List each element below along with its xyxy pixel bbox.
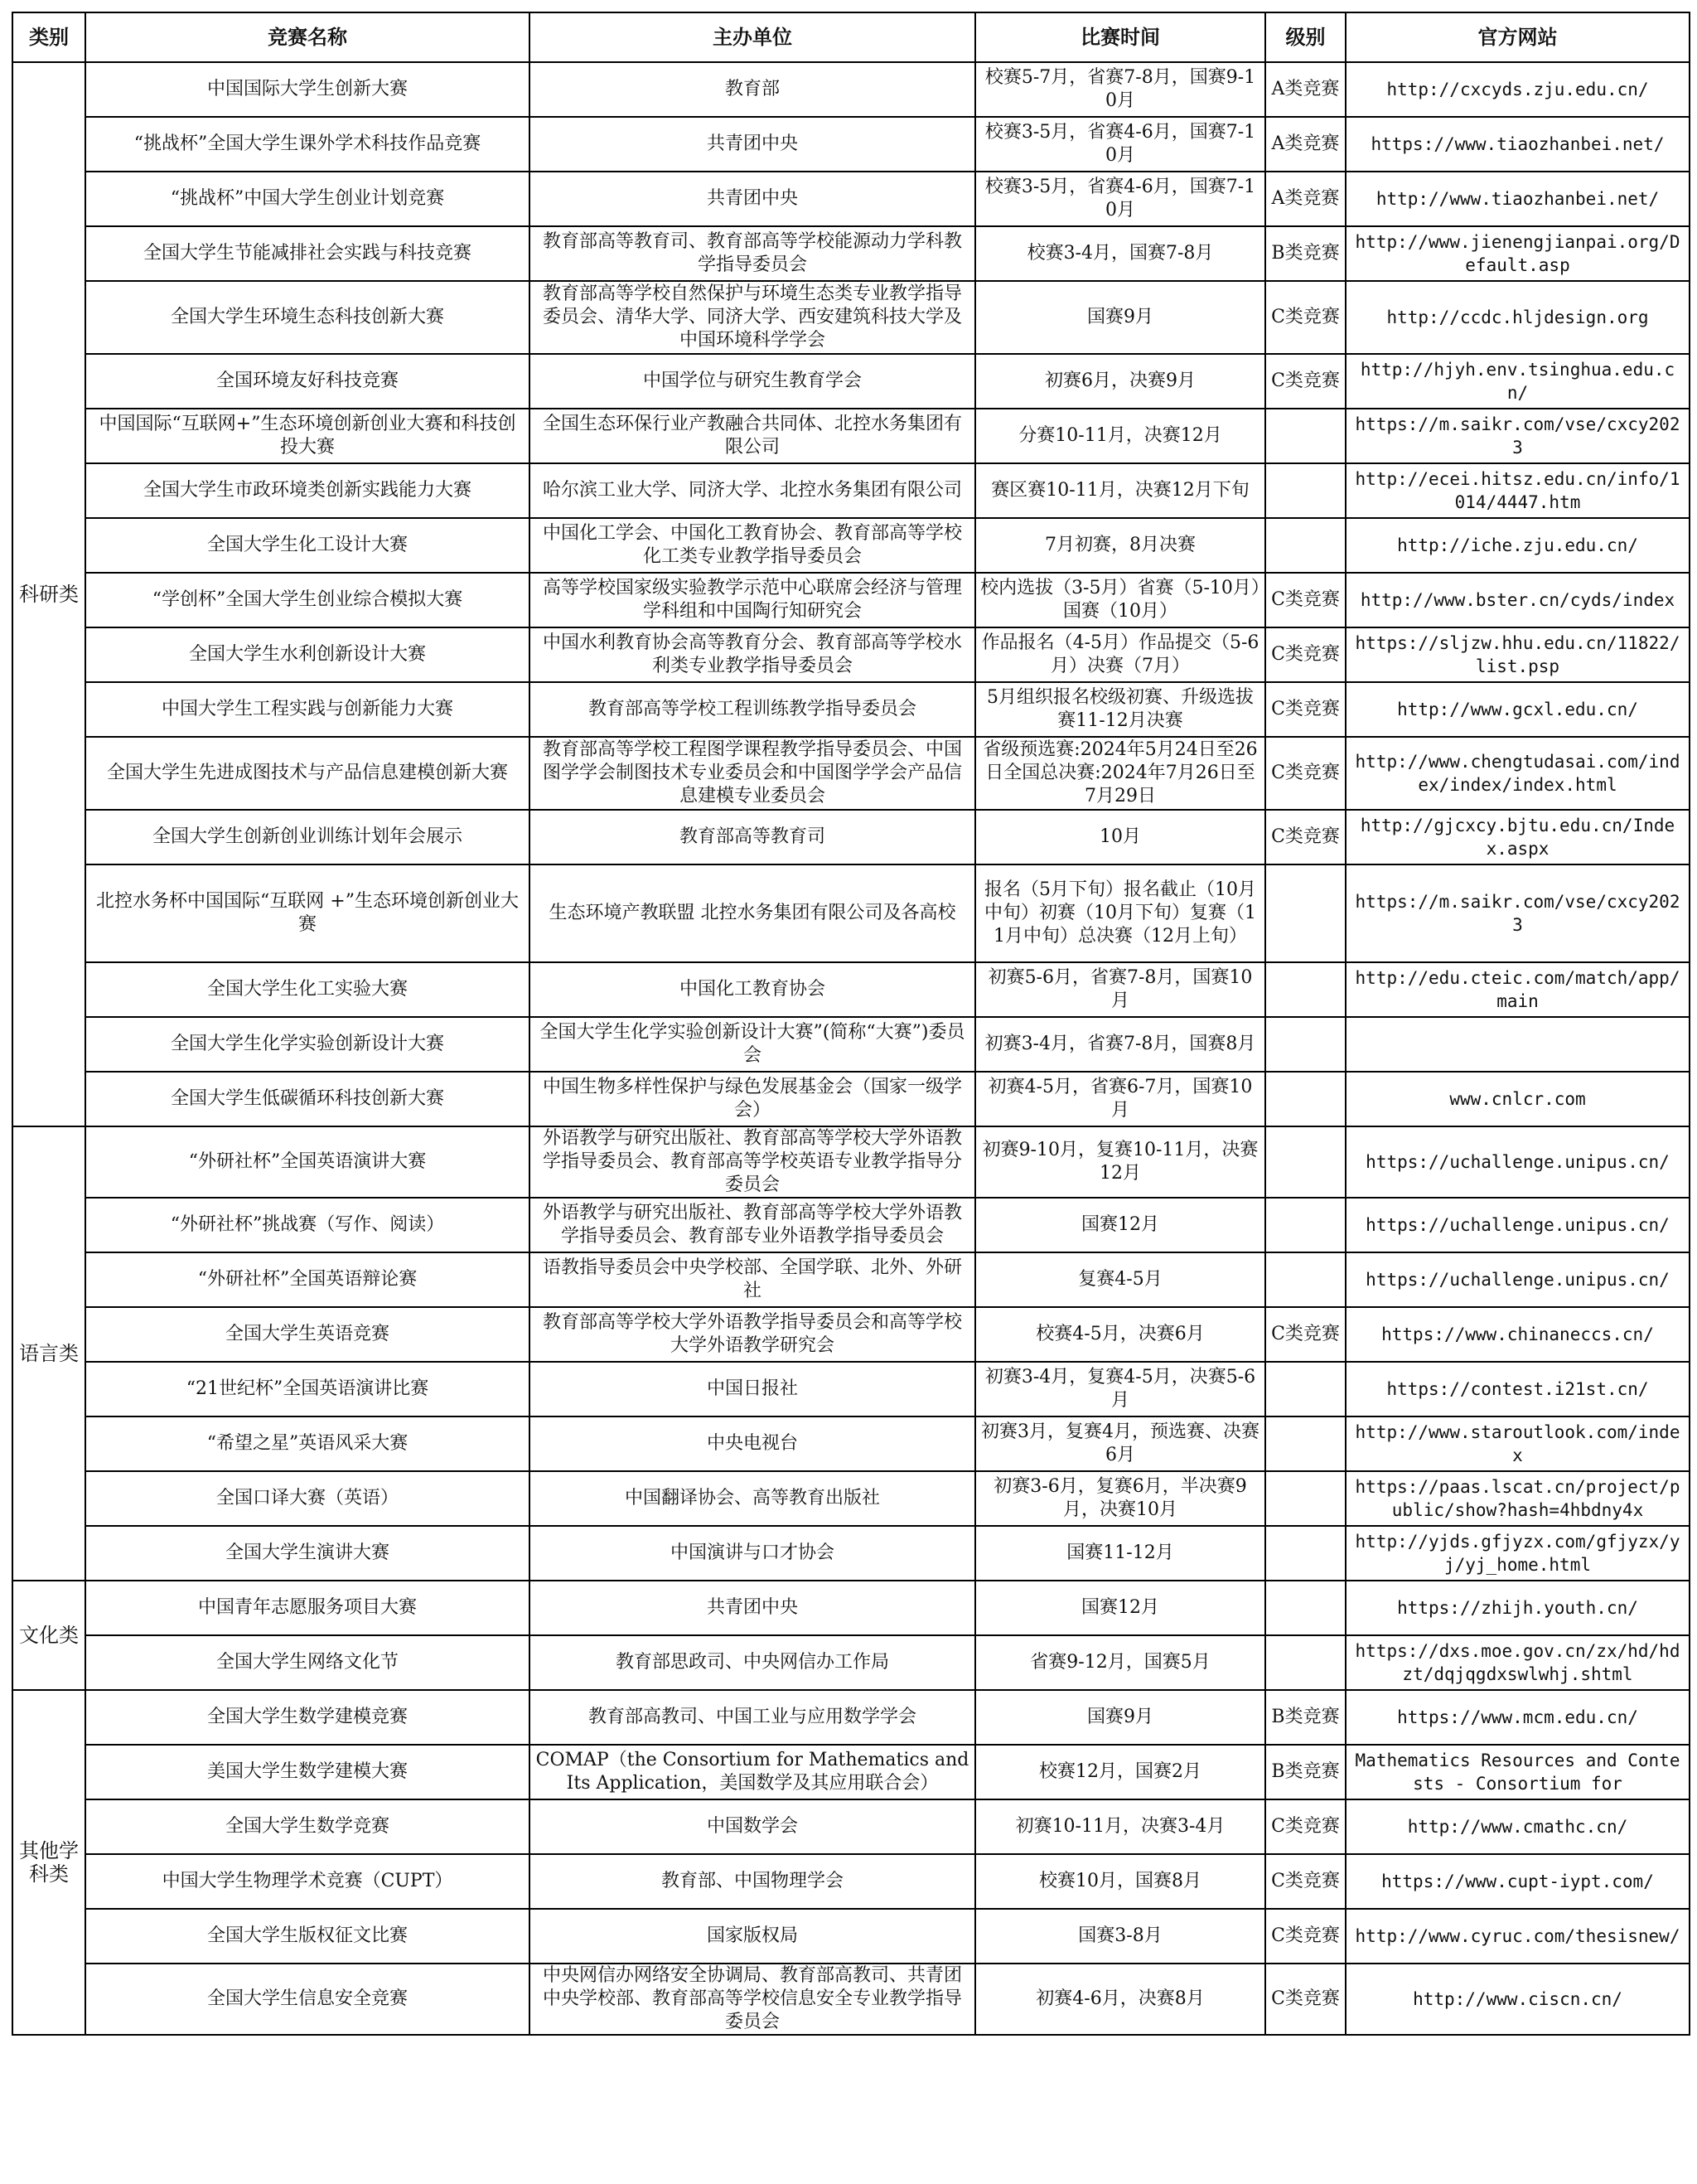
level-cell xyxy=(1265,1072,1346,1126)
competition-name-cell: 全国大学生低碳循环科技创新大赛 xyxy=(85,1072,529,1126)
time-cell: 初赛3-4月，复赛4-5月，决赛5-6月 xyxy=(975,1362,1265,1416)
website-cell[interactable]: https://uchallenge.unipus.cn/ xyxy=(1346,1252,1690,1307)
time-cell: 初赛3-4月，省赛7-8月，国赛8月 xyxy=(975,1017,1265,1072)
organizer-cell: 中国数学会 xyxy=(529,1799,975,1854)
organizer-cell: 中国化工教育协会 xyxy=(529,962,975,1017)
organizer-cell: 生态环境产教联盟 北控水务集团有限公司及各高校 xyxy=(529,864,975,962)
website-cell[interactable]: https://sljzw.hhu.edu.cn/11822/list.psp xyxy=(1346,627,1690,682)
competition-name-cell: 全国大学生节能减排社会实践与科技竞赛 xyxy=(85,226,529,281)
website-cell[interactable]: https://contest.i21st.cn/ xyxy=(1346,1362,1690,1416)
organizer-cell: 教育部高等学校工程图学课程教学指导委员会、中国图学学会制图技术专业委员会和中国图学学会产品信息建模专业委员会 xyxy=(529,737,975,810)
level-cell xyxy=(1265,1416,1346,1471)
competition-name-cell: “外研社杯”全国英语演讲大赛 xyxy=(85,1126,529,1198)
competition-name-cell: 全国大学生化学实验创新设计大赛 xyxy=(85,1017,529,1072)
competition-name-cell: 全国大学生数学竞赛 xyxy=(85,1799,529,1854)
website-cell[interactable]: http://hjyh.env.tsinghua.edu.cn/ xyxy=(1346,354,1690,409)
competition-name-cell: 全国大学生信息安全竞赛 xyxy=(85,1964,529,2035)
website-cell[interactable]: https://m.saikr.com/vse/cxcy2023 xyxy=(1346,409,1690,463)
website-cell[interactable]: http://www.cyruc.com/thesisnew/ xyxy=(1346,1909,1690,1964)
time-cell: 校赛3-5月，省赛4-6月，国赛7-10月 xyxy=(975,172,1265,226)
website-cell[interactable]: https://uchallenge.unipus.cn/ xyxy=(1346,1126,1690,1198)
organizer-cell: 共青团中央 xyxy=(529,117,975,172)
organizer-cell: 国家版权局 xyxy=(529,1909,975,1964)
time-cell: 初赛6月，决赛9月 xyxy=(975,354,1265,409)
table-row xyxy=(12,1526,1690,1581)
level-cell: C类竞赛 xyxy=(1265,810,1346,864)
level-cell xyxy=(1265,463,1346,518)
level-cell xyxy=(1265,1252,1346,1307)
time-cell: 初赛4-6月，决赛8月 xyxy=(975,1964,1265,2035)
competition-name-cell: 中国青年志愿服务项目大赛 xyxy=(85,1581,529,1635)
level-cell: A类竞赛 xyxy=(1265,172,1346,226)
table-row xyxy=(12,1690,1690,1745)
website-cell[interactable]: https://www.chinaneccs.cn/ xyxy=(1346,1307,1690,1362)
time-cell: 国赛9月 xyxy=(975,281,1265,354)
time-cell: 初赛9-10月，复赛10-11月，决赛12月 xyxy=(975,1126,1265,1198)
header-competition-name: 竞赛名称 xyxy=(85,12,529,62)
level-cell: A类竞赛 xyxy=(1265,117,1346,172)
competition-name-cell: 中国大学生工程实践与创新能力大赛 xyxy=(85,682,529,737)
competition-name-cell: 全国大学生版权征文比赛 xyxy=(85,1909,529,1964)
table-row xyxy=(12,737,1690,810)
website-cell[interactable]: https://www.tiaozhanbei.net/ xyxy=(1346,117,1690,172)
table-row xyxy=(12,1017,1690,1072)
website-cell[interactable]: http://www.gcxl.edu.cn/ xyxy=(1346,682,1690,737)
website-cell[interactable]: http://www.staroutlook.com/index xyxy=(1346,1416,1690,1471)
organizer-cell: 中国化工学会、中国化工教育协会、教育部高等学校化工类专业教学指导委员会 xyxy=(529,518,975,573)
table-row xyxy=(12,117,1690,172)
organizer-cell: 教育部高等学校自然保护与环境生态类专业教学指导委员会、清华大学、同济大学、西安建筑科技大学及中国环境科学学会 xyxy=(529,281,975,354)
competition-name-cell: 北控水务杯中国国际“互联网 +”生态环境创新创业大赛 xyxy=(85,864,529,962)
time-cell: 初赛5-6月，省赛7-8月，国赛10月 xyxy=(975,962,1265,1017)
level-cell: C类竞赛 xyxy=(1265,1964,1346,2035)
competition-name-cell: “外研社杯”全国英语辩论赛 xyxy=(85,1252,529,1307)
time-cell: 7月初赛，8月决赛 xyxy=(975,518,1265,573)
organizer-cell: 中国日报社 xyxy=(529,1362,975,1416)
table-row xyxy=(12,62,1690,117)
table-row xyxy=(12,172,1690,226)
competition-name-cell: 全国大学生英语竞赛 xyxy=(85,1307,529,1362)
level-cell: C类竞赛 xyxy=(1265,281,1346,354)
time-cell: 10月 xyxy=(975,810,1265,864)
level-cell: C类竞赛 xyxy=(1265,682,1346,737)
organizer-cell: 高等学校国家级实验教学示范中心联席会经济与管理学科组和中国陶行知研究会 xyxy=(529,573,975,627)
website-cell[interactable]: https://m.saikr.com/vse/cxcy2023 xyxy=(1346,864,1690,962)
organizer-cell: COMAP（the Consortium for Mathematics and Its Application，美国数学及其应用联合会） xyxy=(529,1745,975,1799)
time-cell: 复赛4-5月 xyxy=(975,1252,1265,1307)
website-cell[interactable]: http://ecei.hitsz.edu.cn/info/1014/4447.htm xyxy=(1346,463,1690,518)
table-row xyxy=(12,1799,1690,1854)
time-cell: 作品报名（4-5月）作品提交（5-6月）决赛（7月） xyxy=(975,627,1265,682)
table-row xyxy=(12,1126,1690,1198)
website-cell[interactable]: https://paas.lscat.cn/project/public/show?hash=4hbdny4x xyxy=(1346,1471,1690,1526)
header-official-website: 官方网站 xyxy=(1346,12,1690,62)
website-cell[interactable]: http://www.bster.cn/cyds/index xyxy=(1346,573,1690,627)
time-cell: 初赛4-5月，省赛6-7月，国赛10月 xyxy=(975,1072,1265,1126)
table-row xyxy=(12,226,1690,281)
competition-name-cell: 中国大学生物理学术竞赛（CUPT） xyxy=(85,1854,529,1909)
time-cell: 国赛12月 xyxy=(975,1198,1265,1252)
competition-name-cell: 中国国际“互联网+”生态环境创新创业大赛和科技创投大赛 xyxy=(85,409,529,463)
website-cell[interactable]: https://dxs.moe.gov.cn/zx/hd/hdzt/dqjqgdxswlwhj.shtml xyxy=(1346,1635,1690,1690)
competition-name-cell: “21世纪杯”全国英语演讲比赛 xyxy=(85,1362,529,1416)
level-cell: C类竞赛 xyxy=(1265,1307,1346,1362)
level-cell: B类竞赛 xyxy=(1265,1690,1346,1745)
level-cell xyxy=(1265,1526,1346,1581)
organizer-cell: 中国学位与研究生教育学会 xyxy=(529,354,975,409)
table-row xyxy=(12,1307,1690,1362)
time-cell: 5月组织报名校级初赛、升级选拔赛11-12月决赛 xyxy=(975,682,1265,737)
organizer-cell: 中央电视台 xyxy=(529,1416,975,1471)
competition-name-cell: 全国大学生化工设计大赛 xyxy=(85,518,529,573)
organizer-cell: 哈尔滨工业大学、同济大学、北控水务集团有限公司 xyxy=(529,463,975,518)
competition-name-cell: 美国大学生数学建模大赛 xyxy=(85,1745,529,1799)
table-row xyxy=(12,1471,1690,1526)
time-cell: 国赛3-8月 xyxy=(975,1909,1265,1964)
table-row xyxy=(12,354,1690,409)
level-cell xyxy=(1265,1017,1346,1072)
table-row xyxy=(12,810,1690,864)
time-cell: 校赛4-5月，决赛6月 xyxy=(975,1307,1265,1362)
website-cell[interactable]: https://uchallenge.unipus.cn/ xyxy=(1346,1198,1690,1252)
website-cell[interactable]: http://iche.zju.edu.cn/ xyxy=(1346,518,1690,573)
category-cell: 科研类 xyxy=(12,62,85,1126)
website-cell xyxy=(1346,1017,1690,1072)
category-cell: 其他学科类 xyxy=(12,1690,85,2035)
table-row xyxy=(12,409,1690,463)
table-body xyxy=(12,62,1690,2035)
organizer-cell: 中国演讲与口才协会 xyxy=(529,1526,975,1581)
level-cell xyxy=(1265,1126,1346,1198)
table-row xyxy=(12,1854,1690,1909)
organizer-cell: 教育部、中国物理学会 xyxy=(529,1854,975,1909)
website-cell[interactable]: http://gjcxcy.bjtu.edu.cn/Index.aspx xyxy=(1346,810,1690,864)
website-cell[interactable]: http://www.jienengjianpai.org/Default.asp xyxy=(1346,226,1690,281)
table-row xyxy=(12,281,1690,354)
time-cell: 初赛10-11月，决赛3-4月 xyxy=(975,1799,1265,1854)
level-cell xyxy=(1265,518,1346,573)
time-cell: 报名（5月下旬）报名截止（10月中旬）初赛（10月下旬）复赛（11月中旬）总决赛（12月上旬） xyxy=(975,864,1265,962)
table-row xyxy=(12,1198,1690,1252)
competition-table xyxy=(12,12,1690,2036)
organizer-cell: 教育部高等教育司 xyxy=(529,810,975,864)
website-cell[interactable]: https://www.mcm.edu.cn/ xyxy=(1346,1690,1690,1745)
time-cell: 赛区赛10-11月，决赛12月下旬 xyxy=(975,463,1265,518)
website-cell[interactable]: http://ccdc.hljdesign.org xyxy=(1346,281,1690,354)
competition-name-cell: 全国大学生市政环境类创新实践能力大赛 xyxy=(85,463,529,518)
table-row xyxy=(12,1252,1690,1307)
organizer-cell: 教育部 xyxy=(529,62,975,117)
table-row xyxy=(12,1362,1690,1416)
competition-name-cell: 全国大学生创新创业训练计划年会展示 xyxy=(85,810,529,864)
competition-name-cell: 全国大学生水利创新设计大赛 xyxy=(85,627,529,682)
level-cell: C类竞赛 xyxy=(1265,354,1346,409)
level-cell xyxy=(1265,1471,1346,1526)
organizer-cell: 共青团中央 xyxy=(529,172,975,226)
competition-name-cell: 全国大学生网络文化节 xyxy=(85,1635,529,1690)
table-row xyxy=(12,573,1690,627)
level-cell xyxy=(1265,1198,1346,1252)
level-cell: C类竞赛 xyxy=(1265,1854,1346,1909)
competition-name-cell: “挑战杯”中国大学生创业计划竞赛 xyxy=(85,172,529,226)
table-row xyxy=(12,682,1690,737)
competition-name-cell: “希望之星”英语风采大赛 xyxy=(85,1416,529,1471)
category-cell: 文化类 xyxy=(12,1581,85,1690)
level-cell: B类竞赛 xyxy=(1265,226,1346,281)
header-category: 类别 xyxy=(12,12,85,62)
time-cell: 校内选拔（3-5月）省赛（5-10月）国赛（10月） xyxy=(975,573,1265,627)
header-row xyxy=(12,12,1690,62)
header-level: 级别 xyxy=(1265,12,1346,62)
website-cell[interactable]: https://www.cupt-iypt.com/ xyxy=(1346,1854,1690,1909)
table-row xyxy=(12,1745,1690,1799)
table-row xyxy=(12,518,1690,573)
level-cell: C类竞赛 xyxy=(1265,573,1346,627)
website-cell[interactable]: http://www.cmathc.cn/ xyxy=(1346,1799,1690,1854)
time-cell: 分赛10-11月，决赛12月 xyxy=(975,409,1265,463)
competition-name-cell: 全国大学生环境生态科技创新大赛 xyxy=(85,281,529,354)
table-row xyxy=(12,864,1690,962)
category-cell: 语言类 xyxy=(12,1126,85,1581)
competition-name-cell: 中国国际大学生创新大赛 xyxy=(85,62,529,117)
website-cell[interactable]: https://zhijh.youth.cn/ xyxy=(1346,1581,1690,1635)
table-row xyxy=(12,1416,1690,1471)
competition-name-cell: “挑战杯”全国大学生课外学术科技作品竞赛 xyxy=(85,117,529,172)
table-row xyxy=(12,1072,1690,1126)
time-cell: 国赛9月 xyxy=(975,1690,1265,1745)
table-row xyxy=(12,627,1690,682)
organizer-cell: 中国翻译协会、高等教育出版社 xyxy=(529,1471,975,1526)
table-row xyxy=(12,463,1690,518)
competition-name-cell: 全国大学生化工实验大赛 xyxy=(85,962,529,1017)
competition-name-cell: 全国大学生数学建模竞赛 xyxy=(85,1690,529,1745)
competition-name-cell: 全国大学生演讲大赛 xyxy=(85,1526,529,1581)
organizer-cell: 教育部高教司、中国工业与应用数学学会 xyxy=(529,1690,975,1745)
competition-name-cell: 全国大学生先进成图技术与产品信息建模创新大赛 xyxy=(85,737,529,810)
organizer-cell: 语教指导委员会中央学校部、全国学联、北外、外研社 xyxy=(529,1252,975,1307)
website-cell[interactable]: http://yjds.gfjyzx.com/gfjyzx/yj/yj_home.html xyxy=(1346,1526,1690,1581)
level-cell xyxy=(1265,1362,1346,1416)
time-cell: 校赛12月，国赛2月 xyxy=(975,1745,1265,1799)
level-cell: B类竞赛 xyxy=(1265,1745,1346,1799)
level-cell: C类竞赛 xyxy=(1265,627,1346,682)
website-cell[interactable]: http://www.chengtudasai.com/index/index/index.html xyxy=(1346,737,1690,810)
website-cell[interactable]: www.cnlcr.com xyxy=(1346,1072,1690,1126)
table-row xyxy=(12,1964,1690,2035)
level-cell: C类竞赛 xyxy=(1265,1799,1346,1854)
level-cell: C类竞赛 xyxy=(1265,1909,1346,1964)
organizer-cell: 全国大学生化学实验创新设计大赛”(简称“大赛”)委员会 xyxy=(529,1017,975,1072)
organizer-cell: 中国水利教育协会高等教育分会、教育部高等学校水利类专业教学指导委员会 xyxy=(529,627,975,682)
organizer-cell: 外语教学与研究出版社、教育部高等学校大学外语教学指导委员会、教育部高等学校英语专业教学指导分委员会 xyxy=(529,1126,975,1198)
level-cell xyxy=(1265,1581,1346,1635)
table-row xyxy=(12,1635,1690,1690)
table-row xyxy=(12,1909,1690,1964)
competition-name-cell: “学创杯”全国大学生创业综合模拟大赛 xyxy=(85,573,529,627)
time-cell: 校赛10月，国赛8月 xyxy=(975,1854,1265,1909)
organizer-cell: 中国生物多样性保护与绿色发展基金会（国家一级学会） xyxy=(529,1072,975,1126)
time-cell: 校赛3-5月，省赛4-6月，国赛7-10月 xyxy=(975,117,1265,172)
organizer-cell: 教育部思政司、中央网信办工作局 xyxy=(529,1635,975,1690)
time-cell: 国赛11-12月 xyxy=(975,1526,1265,1581)
time-cell: 校赛3-4月，国赛7-8月 xyxy=(975,226,1265,281)
organizer-cell: 共青团中央 xyxy=(529,1581,975,1635)
level-cell xyxy=(1265,1635,1346,1690)
organizer-cell: 教育部高等学校大学外语教学指导委员会和高等学校大学外语教学研究会 xyxy=(529,1307,975,1362)
time-cell: 初赛3-6月，复赛6月，半决赛9月，决赛10月 xyxy=(975,1471,1265,1526)
level-cell xyxy=(1265,962,1346,1017)
table-header xyxy=(12,12,1690,62)
competition-name-cell: 全国口译大赛（英语） xyxy=(85,1471,529,1526)
level-cell: C类竞赛 xyxy=(1265,737,1346,810)
level-cell: A类竞赛 xyxy=(1265,62,1346,117)
website-cell[interactable]: Mathematics Resources and Contests - Consortium for xyxy=(1346,1745,1690,1799)
website-cell[interactable]: http://cxcyds.zju.edu.cn/ xyxy=(1346,62,1690,117)
website-cell[interactable]: http://www.tiaozhanbei.net/ xyxy=(1346,172,1690,226)
level-cell xyxy=(1265,409,1346,463)
organizer-cell: 全国生态环保行业产教融合共同体、北控水务集团有限公司 xyxy=(529,409,975,463)
website-cell[interactable]: http://www.ciscn.cn/ xyxy=(1346,1964,1690,2035)
time-cell: 国赛12月 xyxy=(975,1581,1265,1635)
table-row xyxy=(12,962,1690,1017)
organizer-cell: 教育部高等学校工程训练教学指导委员会 xyxy=(529,682,975,737)
website-cell[interactable]: http://edu.cteic.com/match/app/main xyxy=(1346,962,1690,1017)
table-row xyxy=(12,1581,1690,1635)
time-cell: 省赛9-12月，国赛5月 xyxy=(975,1635,1265,1690)
competition-name-cell: 全国环境友好科技竞赛 xyxy=(85,354,529,409)
time-cell: 校赛5-7月，省赛7-8月，国赛9-10月 xyxy=(975,62,1265,117)
header-organizer: 主办单位 xyxy=(529,12,975,62)
header-time: 比赛时间 xyxy=(975,12,1265,62)
time-cell: 省级预选赛:2024年5月24日至26日全国总决赛:2024年7月26日至7月29日 xyxy=(975,737,1265,810)
time-cell: 初赛3月，复赛4月，预选赛、决赛6月 xyxy=(975,1416,1265,1471)
level-cell xyxy=(1265,864,1346,962)
organizer-cell: 外语教学与研究出版社、教育部高等学校大学外语教学指导委员会、教育部专业外语教学指导委员会 xyxy=(529,1198,975,1252)
competition-name-cell: “外研社杯”挑战赛（写作、阅读） xyxy=(85,1198,529,1252)
organizer-cell: 教育部高等教育司、教育部高等学校能源动力学科教学指导委员会 xyxy=(529,226,975,281)
organizer-cell: 中央网信办网络安全协调局、教育部高教司、共青团中央学校部、教育部高等学校信息安全专业教学指导委员会 xyxy=(529,1964,975,2035)
